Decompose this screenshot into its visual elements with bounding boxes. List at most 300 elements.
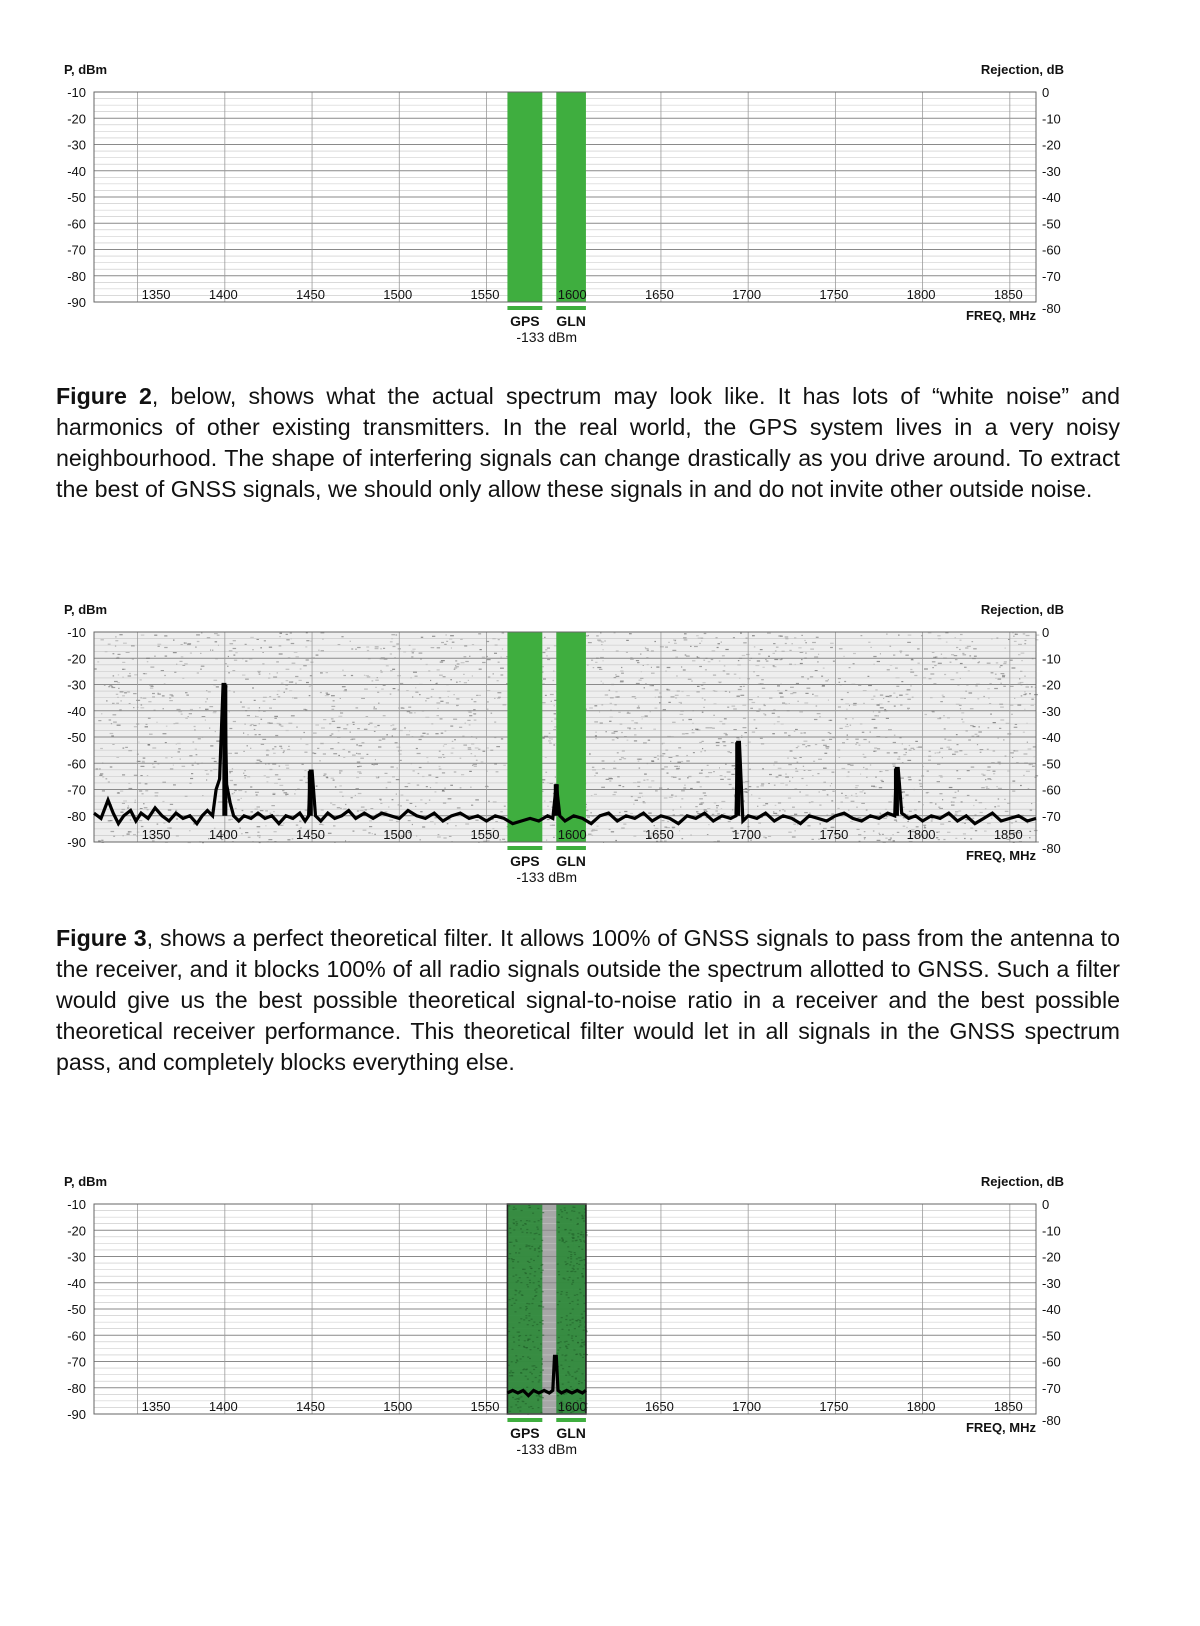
y-tick-left: -70: [67, 242, 86, 258]
band-speck: [579, 1320, 581, 1321]
noise-speck: [986, 786, 988, 787]
noise-speck: [817, 773, 819, 774]
band-speck: [574, 1372, 576, 1373]
noise-speck: [214, 680, 218, 681]
noise-speck: [627, 713, 631, 714]
band-speck: [519, 1335, 521, 1336]
noise-speck: [997, 738, 999, 739]
noise-speck: [829, 739, 832, 740]
noise-speck: [316, 655, 319, 656]
noise-speck: [707, 834, 709, 835]
noise-speck: [141, 766, 145, 767]
noise-speck: [796, 747, 798, 748]
band-speck: [520, 1358, 522, 1359]
noise-speck: [963, 654, 967, 655]
noise-speck: [97, 661, 99, 662]
noise-speck: [856, 807, 858, 808]
band-label-gln: GLN: [556, 853, 586, 869]
right-axis-title: Rejection, dB: [980, 602, 1064, 617]
noise-speck: [427, 733, 429, 734]
noise-speck: [464, 682, 467, 683]
noise-speck: [545, 772, 547, 773]
noise-speck: [150, 667, 154, 668]
band-speck: [582, 1276, 584, 1277]
y-tick-left: -60: [67, 216, 86, 232]
signal-level-label: -133 dBm: [516, 329, 578, 345]
band-speck: [582, 1216, 584, 1217]
band-speck: [563, 1278, 565, 1279]
noise-speck: [475, 747, 479, 748]
noise-speck: [656, 667, 659, 668]
noise-speck: [943, 715, 945, 716]
band-speck: [538, 1285, 540, 1286]
noise-speck: [785, 636, 789, 637]
noise-speck: [752, 635, 755, 636]
y-tick-left: -60: [67, 756, 86, 772]
band-speck: [520, 1407, 522, 1408]
noise-speck: [375, 680, 379, 681]
noise-speck: [473, 764, 477, 765]
band-speck: [571, 1389, 573, 1390]
band-speck: [512, 1349, 514, 1350]
noise-speck: [758, 823, 761, 824]
noise-speck: [637, 707, 640, 708]
noise-speck: [262, 663, 264, 664]
band-speck: [582, 1268, 584, 1269]
noise-speck: [621, 732, 623, 733]
y-tick-left: -30: [67, 677, 86, 693]
noise-speck: [797, 824, 798, 825]
noise-speck: [839, 682, 841, 683]
noise-speck: [787, 758, 788, 759]
noise-speck: [446, 702, 449, 703]
noise-speck: [966, 685, 968, 686]
noise-speck: [332, 721, 335, 722]
noise-speck: [383, 715, 386, 716]
noise-speck: [415, 687, 416, 688]
noise-speck: [216, 686, 219, 687]
noise-speck: [234, 792, 235, 793]
noise-speck: [765, 803, 768, 804]
band-speck: [578, 1326, 580, 1327]
noise-speck: [636, 660, 639, 661]
band-speck: [564, 1210, 566, 1211]
noise-speck: [868, 685, 872, 686]
noise-speck: [408, 820, 411, 821]
noise-speck: [743, 718, 746, 719]
band-speck: [559, 1347, 561, 1348]
noise-speck: [638, 797, 641, 798]
band-speck: [511, 1375, 513, 1376]
noise-speck: [148, 718, 151, 719]
noise-speck: [975, 800, 977, 801]
noise-speck: [417, 785, 420, 786]
noise-speck: [792, 777, 793, 778]
noise-speck: [494, 653, 497, 654]
band-speck: [518, 1339, 520, 1340]
noise-speck: [626, 640, 629, 641]
noise-speck: [432, 636, 435, 637]
noise-speck: [592, 767, 594, 768]
noise-speck: [197, 672, 199, 673]
band-speck: [569, 1277, 571, 1278]
noise-speck: [888, 839, 891, 840]
noise-speck: [611, 831, 614, 832]
noise-speck: [883, 698, 884, 699]
band-speck: [578, 1383, 580, 1384]
band-speck: [564, 1341, 566, 1342]
noise-speck: [721, 801, 725, 802]
noise-speck: [114, 681, 118, 682]
noise-speck: [290, 633, 292, 634]
band-speck: [576, 1354, 578, 1355]
noise-speck: [209, 728, 210, 729]
noise-speck: [955, 838, 957, 839]
band-speck: [564, 1229, 566, 1230]
noise-speck: [927, 792, 930, 793]
noise-speck: [991, 818, 993, 819]
x-tick: 1750: [819, 1399, 849, 1414]
band-speck: [573, 1265, 575, 1266]
noise-speck: [703, 660, 705, 661]
noise-speck: [1017, 705, 1021, 706]
noise-speck: [1023, 732, 1025, 733]
noise-speck: [543, 678, 546, 679]
x-tick: 1500: [383, 827, 413, 842]
band-speck: [512, 1267, 514, 1268]
noise-speck: [500, 839, 501, 840]
noise-speck: [967, 770, 970, 771]
noise-speck: [855, 787, 858, 788]
noise-speck: [895, 820, 897, 821]
noise-speck: [393, 646, 396, 647]
band-speck: [557, 1322, 559, 1323]
noise-speck: [1020, 785, 1022, 786]
noise-speck: [404, 727, 406, 728]
noise-speck: [247, 745, 249, 746]
x-tick: 1700: [732, 827, 762, 842]
noise-speck: [887, 669, 890, 670]
x-tick: 1800: [906, 827, 936, 842]
noise-speck: [406, 734, 410, 735]
noise-speck: [679, 779, 681, 780]
noise-speck: [243, 733, 244, 734]
noise-speck: [894, 820, 896, 821]
noise-speck: [338, 755, 340, 756]
noise-speck: [660, 646, 664, 647]
noise-speck: [673, 639, 676, 640]
noise-speck: [273, 811, 274, 812]
band-speck: [509, 1299, 511, 1300]
noise-speck: [682, 838, 684, 839]
band-speck: [558, 1274, 560, 1275]
band-speck: [526, 1232, 528, 1233]
noise-speck: [419, 767, 422, 768]
noise-speck: [906, 795, 909, 796]
noise-speck: [337, 807, 340, 808]
y-tick-left: -80: [67, 268, 86, 284]
band-speck: [581, 1273, 583, 1274]
band-speck: [509, 1228, 511, 1229]
noise-speck: [279, 636, 281, 637]
noise-speck: [977, 744, 978, 745]
noise-speck: [718, 738, 722, 739]
band-speck: [528, 1339, 530, 1340]
noise-speck: [952, 754, 956, 755]
noise-speck: [408, 707, 411, 708]
noise-speck: [279, 724, 282, 725]
noise-speck: [1000, 707, 1004, 708]
y-tick-right: -60: [1042, 242, 1061, 258]
band-speck: [513, 1341, 515, 1342]
noise-speck: [358, 793, 362, 794]
noise-speck: [596, 773, 599, 774]
noise-speck: [801, 635, 803, 636]
noise-speck: [124, 692, 127, 693]
noise-speck: [597, 640, 601, 641]
noise-speck: [886, 634, 888, 635]
band-speck: [525, 1306, 527, 1307]
y-tick-right: -40: [1042, 730, 1061, 745]
noise-speck: [173, 640, 175, 641]
band-speck: [558, 1227, 560, 1228]
noise-speck: [908, 779, 911, 780]
noise-speck: [969, 692, 973, 693]
noise-speck: [367, 650, 369, 651]
noise-speck: [749, 699, 753, 700]
noise-speck: [215, 731, 216, 732]
noise-speck: [729, 692, 730, 693]
x-tick: 1600: [557, 287, 587, 302]
noise-speck: [909, 811, 912, 812]
noise-speck: [900, 705, 902, 706]
band-speck: [577, 1268, 579, 1269]
noise-speck: [250, 786, 252, 787]
noise-speck: [108, 781, 110, 782]
noise-speck: [139, 820, 142, 821]
noise-speck: [388, 806, 390, 807]
noise-speck: [673, 810, 674, 811]
noise-speck: [154, 635, 157, 636]
noise-speck: [476, 760, 478, 761]
noise-speck: [702, 741, 704, 742]
noise-speck: [125, 747, 128, 748]
noise-speck: [788, 764, 792, 765]
band-speck: [570, 1258, 572, 1259]
x-axis-title: FREQ, MHz: [965, 1420, 1036, 1435]
band-speck: [515, 1208, 517, 1209]
noise-speck: [274, 831, 277, 832]
y-tick-right: -50: [1042, 216, 1061, 232]
noise-speck: [957, 744, 959, 745]
noise-speck: [429, 800, 430, 801]
noise-speck: [482, 657, 485, 658]
noise-speck: [702, 688, 705, 689]
noise-speck: [1029, 693, 1031, 694]
noise-speck: [247, 715, 250, 716]
band-speck: [522, 1225, 524, 1226]
band-speck: [530, 1232, 532, 1233]
noise-speck: [553, 744, 555, 745]
noise-speck: [554, 705, 555, 706]
band-speck: [557, 1350, 559, 1351]
noise-speck: [430, 787, 431, 788]
noise-speck: [962, 721, 964, 722]
band-speck: [526, 1245, 528, 1246]
noise-speck: [931, 818, 933, 819]
band-speck: [508, 1331, 510, 1332]
noise-speck: [699, 798, 703, 799]
noise-speck: [210, 650, 211, 651]
noise-speck: [868, 642, 870, 643]
band-speck: [541, 1250, 543, 1251]
noise-speck: [450, 635, 454, 636]
noise-speck: [552, 825, 555, 826]
noise-speck: [292, 838, 294, 839]
noise-speck: [805, 693, 808, 694]
noise-speck: [390, 653, 392, 654]
noise-speck: [136, 700, 140, 701]
noise-speck: [468, 749, 472, 750]
noise-speck: [1025, 640, 1027, 641]
noise-speck: [970, 725, 974, 726]
noise-speck: [1026, 635, 1030, 636]
noise-speck: [800, 791, 801, 792]
noise-speck: [773, 643, 775, 644]
noise-speck: [642, 718, 643, 719]
noise-speck: [363, 830, 367, 831]
noise-speck: [622, 786, 624, 787]
noise-speck: [725, 764, 727, 765]
noise-speck: [652, 685, 654, 686]
noise-speck: [303, 732, 305, 733]
noise-speck: [877, 748, 880, 749]
noise-speck: [732, 765, 736, 766]
band-speck: [542, 1291, 544, 1292]
noise-speck: [864, 837, 866, 838]
band-speck: [578, 1381, 580, 1382]
band-speck: [540, 1343, 542, 1344]
noise-speck: [356, 707, 359, 708]
noise-speck: [368, 832, 370, 833]
noise-speck: [685, 654, 687, 655]
noise-speck: [359, 773, 362, 774]
noise-speck: [127, 834, 130, 835]
noise-speck: [655, 689, 659, 690]
noise-speck: [818, 654, 819, 655]
band-label-gps: GPS: [510, 313, 540, 329]
x-tick: 1350: [141, 827, 171, 842]
noise-speck: [401, 795, 404, 796]
noise-speck: [356, 744, 358, 745]
band-label-gps: GPS: [510, 1425, 540, 1441]
noise-speck: [715, 810, 718, 811]
noise-speck: [634, 722, 638, 723]
noise-speck: [364, 689, 368, 690]
band-speck: [535, 1295, 537, 1296]
noise-speck: [907, 689, 911, 690]
noise-speck: [245, 644, 247, 645]
noise-speck: [700, 786, 702, 787]
band-speck: [530, 1349, 532, 1350]
noise-speck: [292, 663, 296, 664]
band-speck: [536, 1324, 538, 1325]
band-speck: [532, 1365, 534, 1366]
noise-speck: [752, 702, 756, 703]
noise-speck: [442, 790, 444, 791]
noise-speck: [441, 660, 445, 661]
noise-speck: [111, 831, 115, 832]
noise-speck: [804, 640, 806, 641]
noise-speck: [355, 649, 357, 650]
noise-speck: [944, 739, 946, 740]
noise-speck: [932, 661, 936, 662]
noise-speck: [630, 813, 633, 814]
signal-level-label: -133 dBm: [516, 1441, 578, 1457]
noise-speck: [344, 689, 347, 690]
band-speck: [538, 1330, 540, 1331]
noise-speck: [198, 738, 201, 739]
noise-speck: [214, 633, 218, 634]
noise-speck: [100, 773, 103, 774]
band-speck: [579, 1322, 581, 1323]
noise-speck: [345, 840, 346, 841]
band-marker-gps: [507, 306, 542, 310]
noise-speck: [768, 836, 771, 837]
noise-speck: [761, 783, 764, 784]
band-speck: [558, 1271, 560, 1272]
band-speck: [571, 1376, 573, 1377]
noise-speck: [460, 639, 461, 640]
noise-speck: [900, 778, 904, 779]
band-speck: [535, 1377, 537, 1378]
band-speck: [531, 1246, 533, 1247]
noise-speck: [134, 726, 137, 727]
band-speck: [529, 1266, 531, 1267]
noise-speck: [182, 766, 186, 767]
noise-speck: [417, 753, 421, 754]
band-speck: [516, 1241, 518, 1242]
noise-speck: [805, 642, 806, 643]
band-speck: [542, 1306, 544, 1307]
band-speck: [539, 1286, 541, 1287]
band-speck: [517, 1401, 519, 1402]
noise-speck: [277, 694, 279, 695]
noise-speck: [296, 683, 297, 684]
noise-speck: [413, 770, 415, 771]
noise-speck: [941, 654, 942, 655]
noise-speck: [993, 750, 996, 751]
noise-speck: [110, 733, 114, 734]
band-speck: [522, 1269, 524, 1270]
noise-speck: [708, 772, 712, 773]
noise-speck: [269, 708, 272, 709]
noise-speck: [686, 755, 687, 756]
band-speck: [569, 1320, 571, 1321]
band-speck: [567, 1246, 569, 1247]
noise-speck: [845, 726, 849, 727]
noise-speck: [269, 647, 272, 648]
noise-speck: [811, 801, 814, 802]
noise-speck: [645, 716, 648, 717]
noise-speck: [722, 655, 725, 656]
noise-speck: [142, 761, 145, 762]
noise-speck: [502, 648, 503, 649]
y-tick-right: -30: [1042, 703, 1061, 719]
noise-speck: [109, 719, 112, 720]
band-speck: [525, 1246, 527, 1247]
x-tick: 1600: [557, 1399, 587, 1414]
